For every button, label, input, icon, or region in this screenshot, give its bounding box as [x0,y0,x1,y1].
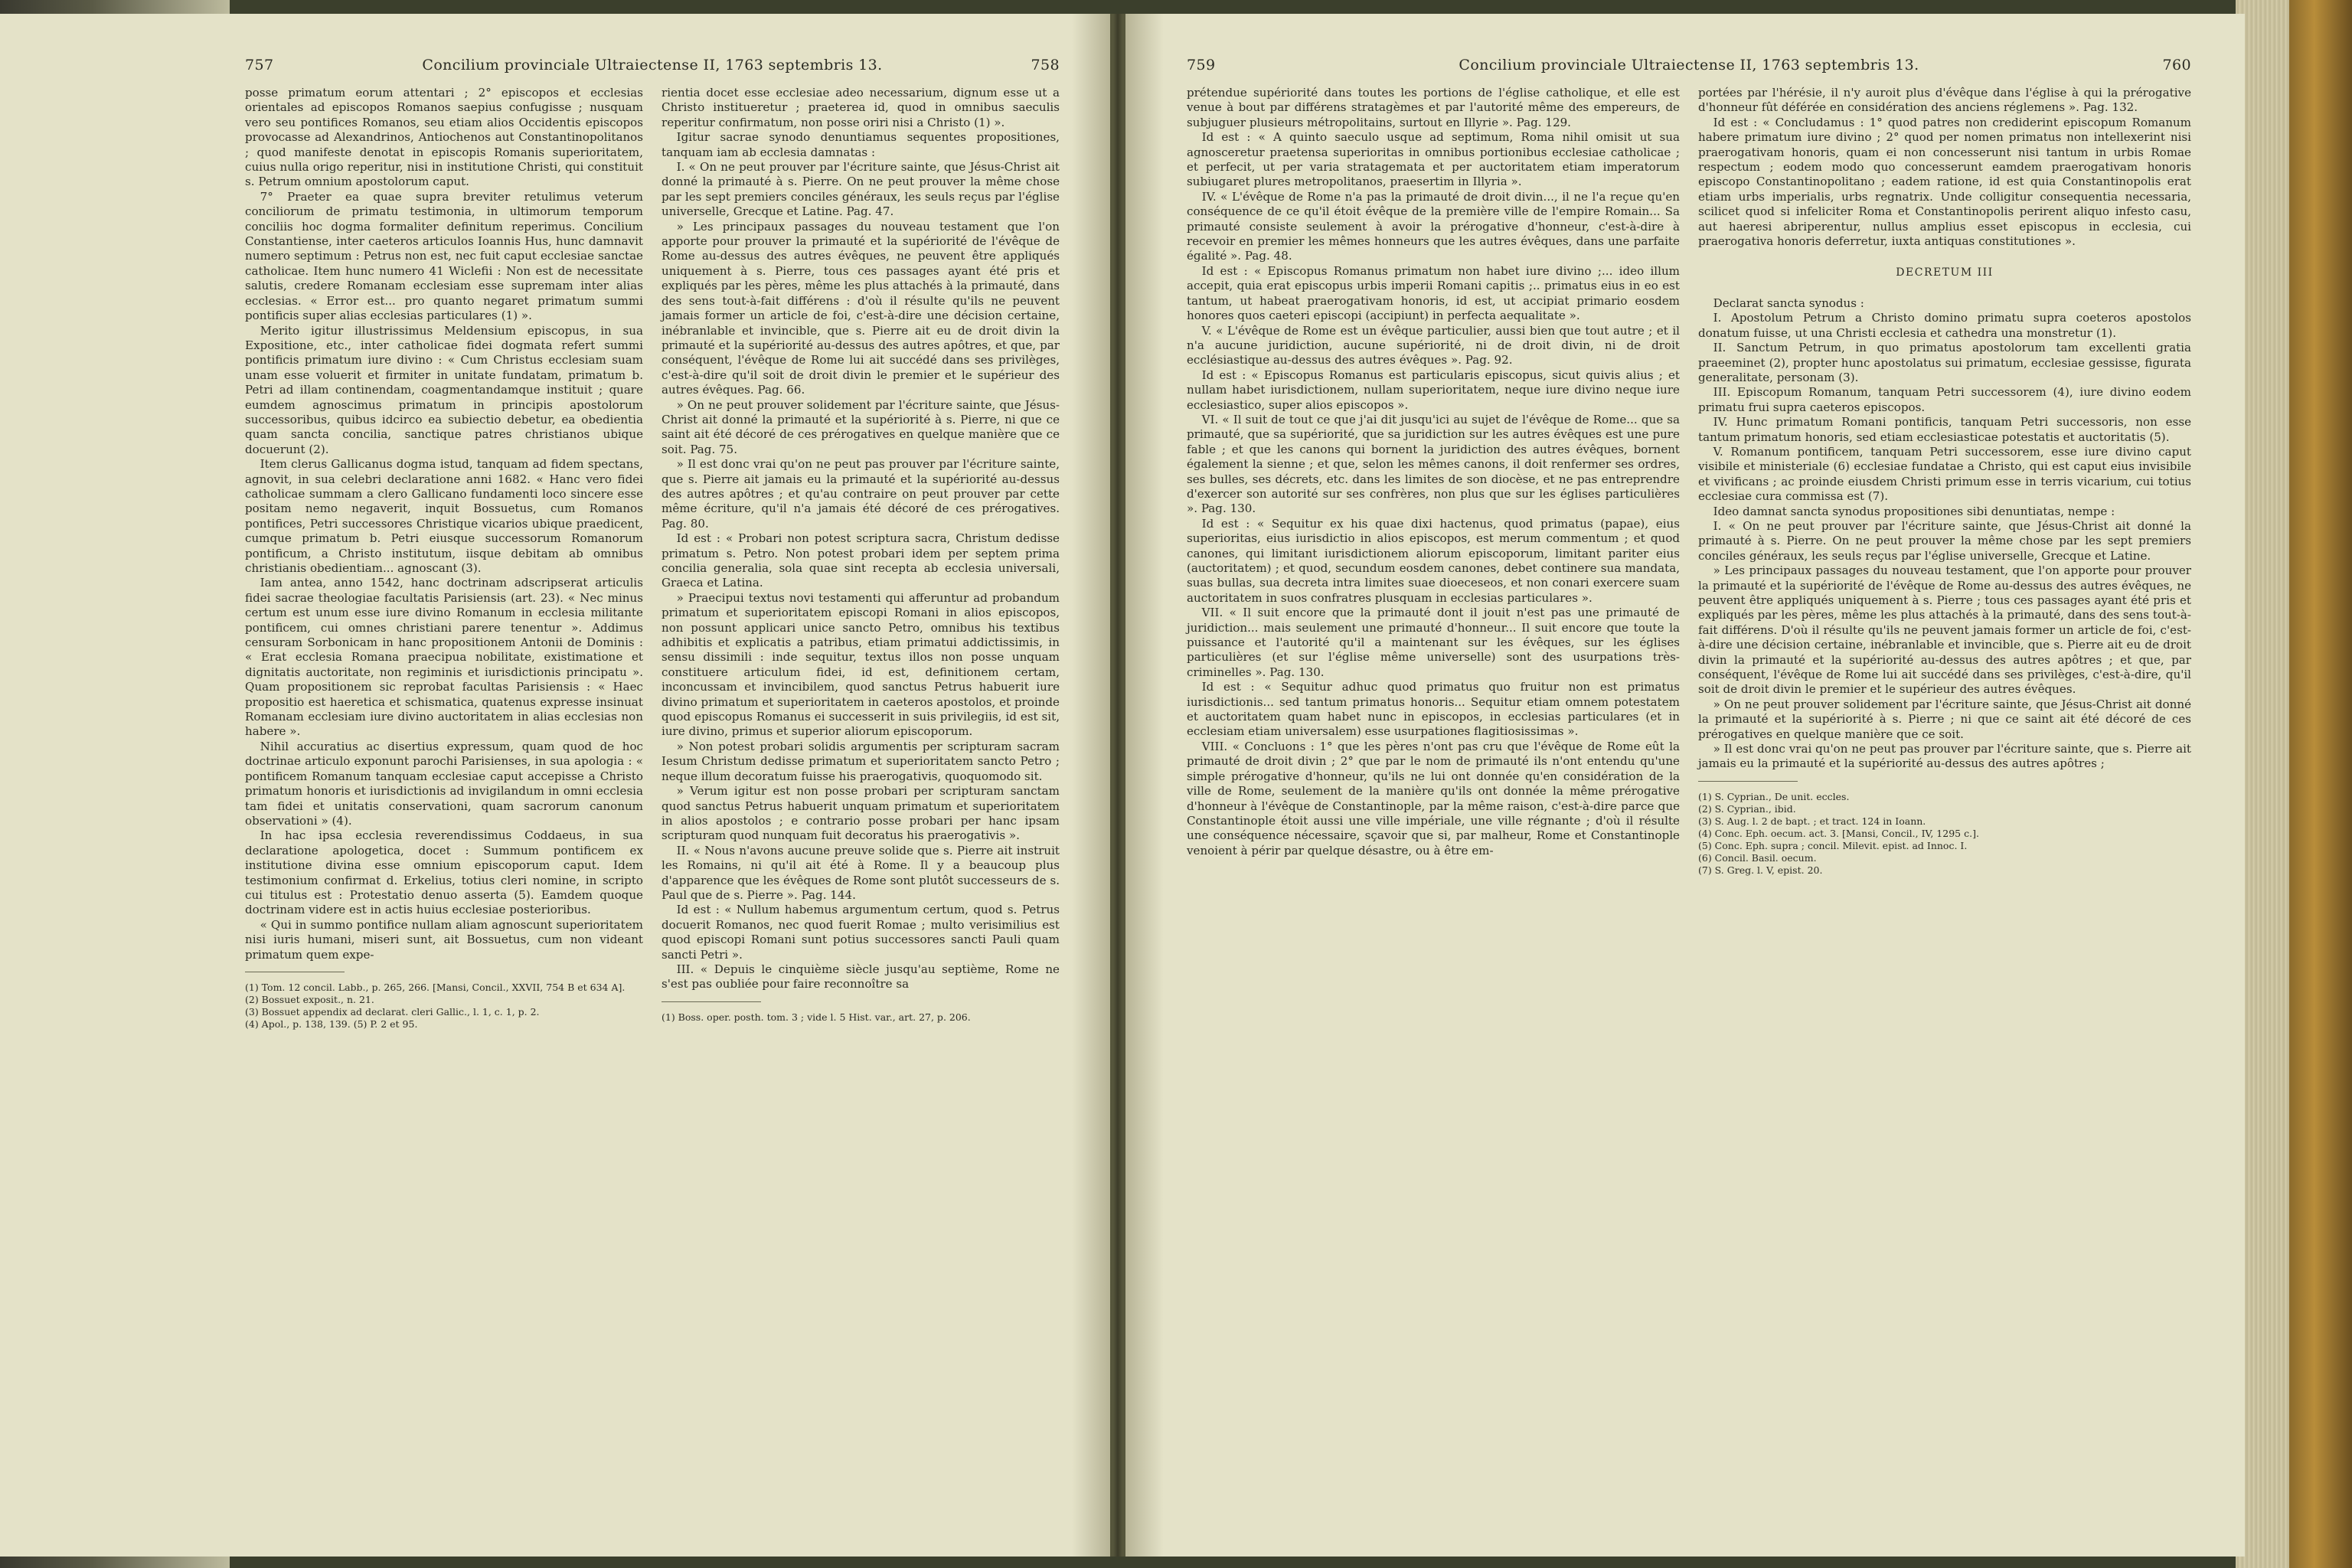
paragraph: » Les principaux passages du nouveau testament, que l'on apporte pour prouver la primauté et la supériorité de l'évêque de Rome au-dessus des autres évêques, ne peuvent être appliqués uniquement à s. Pierre ; tous ces passages ayant été pris et expliqués par les pères, même les plus attachés à la primauté, dans des sens tout-à-fait différens. D'où il résulte qu'ils ne peuvent jamais former un article de foi, c'est-à-dire une décision certaine, inébranlable et invincible, que s. Pierre ait eu de droit divin la primauté et la supériorité au-dessus des autres apôtres ; et que, par conséquent, l'évêque de Rome lui ait succédé dans ses privilèges, c'est-à-dire, qu'il soit de droit divin le premier et le supérieur des autres évêques. [1698,564,2191,697]
text-column [1187,86,1680,877]
footnote: (4) Conc. Eph. oecum. act. 3. [Mansi, Concil., IV, 1295 c.]. [1698,827,1979,839]
paragraph: IV. « L'évêque de Rome n'a pas la primauté de droit divin..., il ne l'a reçue qu'en conséquence de ce qu'il étoit évêque de la première ville de l'empire Romain... Sa primauté consiste seulement à avoir la prérogative d'honneur, c'est-à-dire à recevoir en premier les mêmes honneurs que les autres évêques, dans une parfaite égalité ». Pag. 48. [1187,189,1680,263]
paragraph: Id est : « A quinto saeculo usque ad septimum, Roma nihil omisit ut sua agnosceretur praetensa superioritas in omnibus portionibus ecclesiae catholicae ; et perfecit, ut per varia stratagemata et per auctoritatem etiam imperatorum subiugaret plures metropolitanos, praesertim in Illyria ». [1187,130,1680,189]
page-number: 757 [245,57,274,74]
paragraph: VII. « Il suit encore que la primauté dont il jouit n'est pas une primauté de juridiction... mais seulement une primauté d'honneur... Il suit encore que toute la puissance et l'autorité qu'il a maintenant sur les évêques, sur les églises particulières (et sur l'église même universelle) sont des usurpations très-criminelles ». Pag. 130. [1187,606,1680,679]
paragraph: Id est : « Episcopus Romanus primatum non habet iure divino ;... ideo illum accepit, quia erat episcopus urbis imperii Romani capitis ;.. primatus eius in eo est tantum, ut habeat praerogativam honoris, id est, ut accipiat primario eosdem honores quos caeteri episcopi (accipiunt) in perfecta aequalitate ». [1187,263,1680,323]
paragraph: I. « On ne peut prouver par l'écriture sainte, que Jésus-Christ ait donné la primauté à s. Pierre. On ne peut prouver la même chose par les sept premiers conciles généraux, les seuls reçus par l'église universelle, Grecque et Latine. [1698,518,2191,563]
paragraph: Item clerus Gallicanus dogma istud, tanquam ad fidem spectans, agnovit, in sua celebri declaratione anni 1682. « Hanc vero fidei catholicae summam a clero Gallicano fundamenti loco sincere esse positam nemo negaverit, inquit Bossuetus, cum Romanos pontifices, Petri successores Christique vicarios ubique praedicent, cumque primatum b. Petri eiusque successorum Romanorum pontificum, a Christo institutum, iisque debitam ab omnibus christianis obedientiam... agnoscant (3). [245,457,643,575]
footnote-rule [1698,781,1798,782]
paragraph: Nihil accuratius ac disertius expressum, quam quod de hoc doctrinae articulo exponunt parochi Parisienses, in sua apologia : « pontificem Romanum tanquam ecclesiae caput accepisse a Christo primatum honoris et iurisdictionis ad invigilandum in omni ecclesia tam fidei et unitatis conservationi, quam sacrorum canonum observationi » (4). [245,739,643,828]
right-page-header [1187,57,2191,74]
footnote: (1) S. Cyprian., De unit. eccles. [1698,790,1850,802]
page-number: 759 [1187,57,1216,74]
paragraph: III. Episcopum Romanum, tanquam Petri successorem (4), iure divino eodem primatu frui supra caeteros episcopos. [1698,385,2191,414]
decree-heading: DECRETUM III [1896,266,1994,279]
paragraph: Id est : « Sequitur adhuc quod primatus quo fruitur non est primatus iurisdictionis... sed tantum primatus honoris... Sequitur etiam omnem potestatem et auctoritatem quam habet nunc in episcopos, in ecclesias particulares (et in ecclesiam etiam universalem) esse usurpationes flagitiosissimas ». [1187,680,1680,739]
footnote: (2) S. Cyprian., ibid. [1698,802,1796,815]
paragraph: » On ne peut prouver solidement par l'écriture sainte, que Jésus-Christ ait donné la primauté et la supériorité à s. Pierre ; ni que ce saint ait été décoré de ces prérogatives en quelque manière que ce soit. [1698,697,2191,741]
paragraph: III. « Depuis le cinquième siècle jusqu'au septième, Rome ne s'est pas oubliée pour faire reconnoître sa [662,962,1060,991]
paragraph: VI. « Il suit de tout ce que j'ai dit jusqu'ici au sujet de l'évêque de Rome... que sa primauté, que sa supériorité, que sa juridiction sur les autres évêques est une pure fable ; et que les canons qui bornent la juridiction des autres évêques, bornent également la sienne ; et que, selon les mêmes canons, il doit renfermer ses ordres, ses bulles, ses décrets, etc. dans les limites de son diocèse, et ne pas entreprendre d'exercer son autorité sur ses confrères, non plus que sur les églises particulières ». Pag. 130. [1187,412,1680,516]
paragraph: Id est : « Probari non potest scriptura sacra, Christum dedisse primatum s. Petro. Non potest probari idem per septem prima concilia generalia, sola quae sint recepta ab ecclesia universali, Graeca et Latina. [662,531,1060,590]
paragraph: posse primatum eorum attentari ; 2° episcopos et ecclesias orientales ad episcopos Romanos saepius confugisse ; nusquam vero seu pontifices Romanos, seu etiam alios Occidentis episcopos provocasse ad Alexandrinos, Antiochenos aut Constantinopolitanos ; quod manifeste denotat in episcopis Romanis superioritatem, cuius nulla origo reperitur, nisi in institutione Christi, qui constituit s. Petrum omnium apostolorum caput. [245,86,643,189]
paragraph: » Les principaux passages du nouveau testament que l'on apporte pour prouver la primauté et la supériorité de l'évêque de Rome au-dessus des autres évêques, ne peuvent être appliqués uniquement à s. Pierre, tous ces passages ayant été pris et expliqués par les pères, même les plus attachés à la primauté, dans des sens tout-à-fait différens : d'où il résulte qu'ils ne peuvent jamais former un article de foi, c'est-à-dire une décision certaine, inébranlable et invincible, que s. Pierre ait eu de droit divin la primauté et la supériorité au-dessus des autres apôtres, et que, par conséquent, l'évêque de Rome lui ait succédé dans ses privilèges, c'est-à-dire qu'il soit de droit divin le premier et le supérieur des autres évêques. Pag. 66. [662,219,1060,397]
footnote: (3) Bossuet appendix ad declarat. cleri Gallic., l. 1, c. 1, p. 2. [245,1005,540,1018]
left-page-header [245,57,1060,74]
paragraph: I. Apostolum Petrum a Christo domino primatu supra coeteros apostolos donatum fuisse, ut una Christi ecclesia et cathedra una monstretur (1). [1698,311,2191,340]
paragraph: I. « On ne peut prouver par l'écriture sainte, que Jésus-Christ ait donné la primauté à s. Pierre. On ne peut prouver la même chose par les sept premiers conciles généraux, les seuls reçus par l'église universelle, Grecque et Latine. Pag. 47. [662,160,1060,219]
paragraph: » On ne peut prouver solidement par l'écriture sainte, que Jésus-Christ ait donné la primauté et la supériorité à s. Pierre, ni que ce saint ait été décoré de ces prérogatives en quelque manière que ce soit. Pag. 75. [662,397,1060,456]
paragraph: rientia docet esse ecclesiae adeo necessarium, dignum esse ut a Christo institueretur ; praeterea id, quod in omnibus saeculis reperitur confirmatum, non posse oriri nisi a Christo (1) ». [662,86,1060,129]
paragraph: » Verum igitur est non posse probari per scripturam sanctam quod sanctus Petrus habuerit unquam primatum et superioritatem in alios apostolos ; e contrario posse probari per hanc ipsam scripturam quod nunquam fuit decoratus his praerogativis ». [662,784,1060,843]
running-title: Concilium provinciale Ultraiectense II, 1763 septembris 13. [1459,57,1919,74]
paragraph: IV. Hunc primatum Romani pontificis, tanquam Petri successoris, non esse tantum primatum honoris, sed etiam ecclesiasticae potestatis et auctoritatis (5). [1698,415,2191,444]
paragraph: Merito igitur illustrissimus Meldensium episcopus, in sua Expositione, etc., inter catholicae fidei dogmata refert summi pontificis primatum iure divino : « Cum Christus ecclesiam suam unam esse voluerit et firmiter in unitate fundatam, primatum b. Petri ad illam continendam, coagmentandamque instituit ; quare eumdem agnoscimus primatum in principis apostolorum successoribus, quibus idcirco ea subiectio debetur, ea obedientia quam sancta concilia, sanctique patres christianos ubique docuerunt (2). [245,323,643,456]
footnote: (1) Boss. oper. posth. tom. 3 ; vide l. 5 Hist. var., art. 27, p. 206. [662,1011,971,1023]
paragraph: Id est : « Sequitur ex his quae dixi hactenus, quod primatus (papae), eius superioritas, eius iurisdictio in alios episcopos, est merum commentum ; et quod canones, qui limitant iurisdictionem aliorum episcoporum, limitant pariter eius (auctoritatem) ; et quod, secundum eosdem canones, debet continere sua mandata, suas bullas, sua decreta intra limites suae dioeceseos, et non conari exercere suam auctoritatem in suos confratres plusquam in ecclesias particulares ». [1187,516,1680,605]
paragraph: Ideo damnat sancta synodus propositiones sibi denuntiatas, nempe : [1713,504,2115,518]
paragraph: II. « Nous n'avons aucune preuve solide que s. Pierre ait instruit les Romains, ni qu'il ait été à Rome. Il y a beaucoup plus d'apparence que les évêques de Rome sont plutôt successeurs de s. Paul que de s. Pierre ». Pag. 144. [662,843,1060,902]
paragraph: » Non potest probari solidis argumentis per scripturam sacram Iesum Christum dedisse primatum et superioritatem sancto Petro ; neque illum decoratum fuisse his praerogativis, quoquomodo sit. [662,739,1060,783]
left-page [0,14,1110,1557]
page-number: 760 [2162,57,2191,74]
footnote: (6) Concil. Basil. oecum. [1698,851,1817,864]
text-column [1698,86,2191,877]
paragraph: V. Romanum pontificem, tanquam Petri successorem, esse iure divino caput visibile et ministeriale (6) ecclesiae fundatae a Christo, qui est caput eius invisibile et vivificans ; ac proinde eiusdem Christi primum esse in terris vicarium, cui totius ecclesiae cura commissa est (7). [1698,444,2191,504]
footnote-rule [662,1001,761,1002]
paragraph: Id est : « Nullum habemus argumentum certum, quod s. Petrus docuerit Romanos, nec quod fuerit Romae ; multo verisimilius est quod episcopi Romani sunt potius successores sancti Pauli quam sancti Petri ». [662,903,1060,962]
text-column [662,86,1060,1031]
paragraph: » Il est donc vrai qu'on ne peut pas prouver par l'écriture sainte, que s. Pierre ait jamais eu la primauté et la supériorité au-dessus des autres apôtres ; [1698,742,2191,771]
footnote: (2) Bossuet exposit., n. 21. [245,993,374,1005]
text-columns [1187,86,2191,877]
footnotes [1698,791,2191,877]
paragraph: Id est : « Episcopus Romanus est particularis episcopus, sicut quivis alius ; et nullam habet iurisdictionem, nullam superioritatem, neque iure divino neque iure ecclesiastico, super alios episcopos ». [1187,368,1680,412]
paragraph: » Praecipui textus novi testamenti qui afferuntur ad probandum primatum et superioritatem episcopi Romani in alios episcopos, non possunt applicari unice sancto Petro, omnibus his textibus adhibitis et explicatis a patribus, etiam primatui addictissimis, in sensu dissimili : inde sequitur, textus illos non posse unquam constituere articulum fidei, id est, definitionem certam, inconcussam et invincibilem, quod sanctus Petrus habuerit iure divino primatum et superioritatem in caeteros apostolos, et proinde quod episcopus Romanus ei successerit in suis privilegiis, id est sit, iure divino, primus et superior aliorum episcoporum. [662,590,1060,739]
text-column [245,86,643,1031]
footnote: (3) S. Aug. l. 2 de bapt. ; et tract. 124 in Ioann. [1698,815,1926,827]
paragraph: V. « L'évêque de Rome est un évêque particulier, aussi bien que tout autre ; et il n'a aucune juridiction, aucune supériorité, ni de droit divin, ni de droit ecclésiastique au-dessus des autres évêques ». Pag. 92. [1187,323,1680,368]
paragraph: Iam antea, anno 1542, hanc doctrinam adscripserat articulis fidei sacrae theologiae facultatis Parisiensis (art. 23). « Nec minus certum est unum esse iure divino Romanum in ecclesia militante pontificem, cui omnes christiani parere tenentur ». Addimus censuram Sorbonicam in hanc propositionem Antonii de Dominis : « Erat ecclesia Romana praecipua nobilitate, existimatione et dignitatis auctoritate, non regiminis et iurisdictionis principatu ». Quam propositionem sic reprobat facultas Parisiensis : « Haec propositio est haeretica et schismatica, quatenus expresse insinuat Romanam ecclesiam iure divino auctoritatem in alias ecclesias non habere ». [245,576,643,739]
paragraph: prétendue supériorité dans toutes les portions de l'église catholique, et elle est venue à bout par différens stratagèmes et par l'autorité même des empereurs, de subjuguer plusieurs métropolitains, surtout en Illyrie ». Pag. 129. [1187,86,1680,129]
paragraph: 7° Praeter ea quae supra breviter retulimus veterum conciliorum de primatu testimonia, in ultimorum temporum conciliis hoc dogma formaliter definitum reperimus. Concilium Constantiense, inter caeteros articulos Ioannis Hus, hunc damnavit numero septimum : Petrus non est, nec fuit caput ecclesiae sanctae catholicae. Item hunc numero 41 Wiclefii : Non est de necessitate salutis, credere Romanam ecclesiam esse supremam inter alias ecclesias. « Error est... pro quanto negaret primatum summi pontificis super alias ecclesias particulares (1) ». [245,189,643,323]
paragraph: Id est : « Concludamus : 1° quod patres non crediderint episcopum Romanum habere primatum iure divino ; 2° quod per nomen primatus non intellexerint nisi praerogativam honoris, quam ei non concesserunt nisi tantum in urbis Romae respectum ; eodem modo quo concesserunt eamdem praerogativam honoris episcopo Constantinopolitano ; eadem ratione, id est quia Constantinopolis erat etiam urbs imperialis, urbs regnatrix. Unde colligitur consequentia necessaria, scilicet quod si infeliciter Roma et Constantinopolis perirent aliquo infesto casu, aut haeresi abriperentur, nullus amplius esset episcopus in ecclesia, cui praerogativa honoris deferretur, iuxta antiquas constitutiones ». [1698,115,2191,249]
paragraph: Igitur sacrae synodo denuntiamus sequentes propositiones, tanquam iam ab ecclesia damnatas : [662,130,1060,159]
page-number: 758 [1031,57,1060,74]
text-columns [245,86,1060,1031]
paragraph: II. Sanctum Petrum, in quo primatus apostolorum tam excellenti gratia praeeminet (2), propter hunc apostolatus sui primatum, ecclesiae gessisse, figurata generalitate, personam (3). [1698,341,2191,384]
paragraph: In hac ipsa ecclesia reverendissimus Coddaeus, in sua declaratione apologetica, docet : Summum pontificem ex institutione divina esse omnium episcoporum caput. Idem testimonium confirmat d. Erkelius, totius cleri nomine, in scripto cui titulus est : Protestatio denuo asserta (5). Eamdem quoque doctrinam videre est in actis huius ecclesiae posterioribus. [245,828,643,917]
running-title: Concilium provinciale Ultraiectense II, 1763 septembris 13. [422,57,883,74]
footnotes [245,982,643,1031]
footnote: (5) Conc. Eph. supra ; concil. Milevit. epist. ad Innoc. I. [1698,839,1968,851]
footnote: (4) Apol., p. 138, 139. (5) P. 2 et 95. [245,1018,418,1030]
paragraph: portées par l'hérésie, il n'y auroit plus d'évêque dans l'église à qui la prérogative d'honneur fût déférée en considération des anciens réglemens ». Pag. 132. [1698,86,2191,115]
right-page [1125,14,2245,1557]
footnote: (7) S. Greg. l. V, epist. 20. [1698,864,1823,876]
book-cover-edge [2289,0,2352,1568]
paragraph: « Qui in summo pontifice nullam aliam agnoscunt superioritatem nisi iuris humani, miseri sunt, ait Bossuetus, cum non videant primatum quem expe- [245,917,643,962]
footnote: (1) Tom. 12 concil. Labb., p. 265, 266. [Mansi, Concil., XXVII, 754 B et 634 A]. [245,981,626,993]
paragraph: » Il est donc vrai qu'on ne peut pas prouver par l'écriture sainte, que s. Pierre ait jamais eu la primauté et la supériorité au-dessus des autres apôtres ; et qu'au contraire on peut prouver par cette même écriture, qu'il n'a jamais été décoré de ces prérogatives. Pag. 80. [662,457,1060,531]
paragraph: Declarat sancta synodus : [1713,296,1864,310]
footnotes [662,1011,1060,1024]
paragraph: VIII. « Concluons : 1° que les pères n'ont pas cru que l'évêque de Rome eût la primauté de droit divin ; 2° que par le nom de primauté ils n'ont entendu qu'une simple prérogative d'honneur, qu'ils ne lui ont donnée qu'en considération de la ville de Rome, seulement de la manière qu'ils ont donnée la même prérogative d'honneur à l'évêque de Constantinople, par la même raison, c'est-à-dire parce que Constantinople étoit aussi une ville impériale, une ville régnante ; d'où il résulte une conséquence nécessaire, sçavoir que si, par malheur, Rome et Constantinople venoient à périr par quelque désastre, ou à être em- [1187,739,1680,858]
